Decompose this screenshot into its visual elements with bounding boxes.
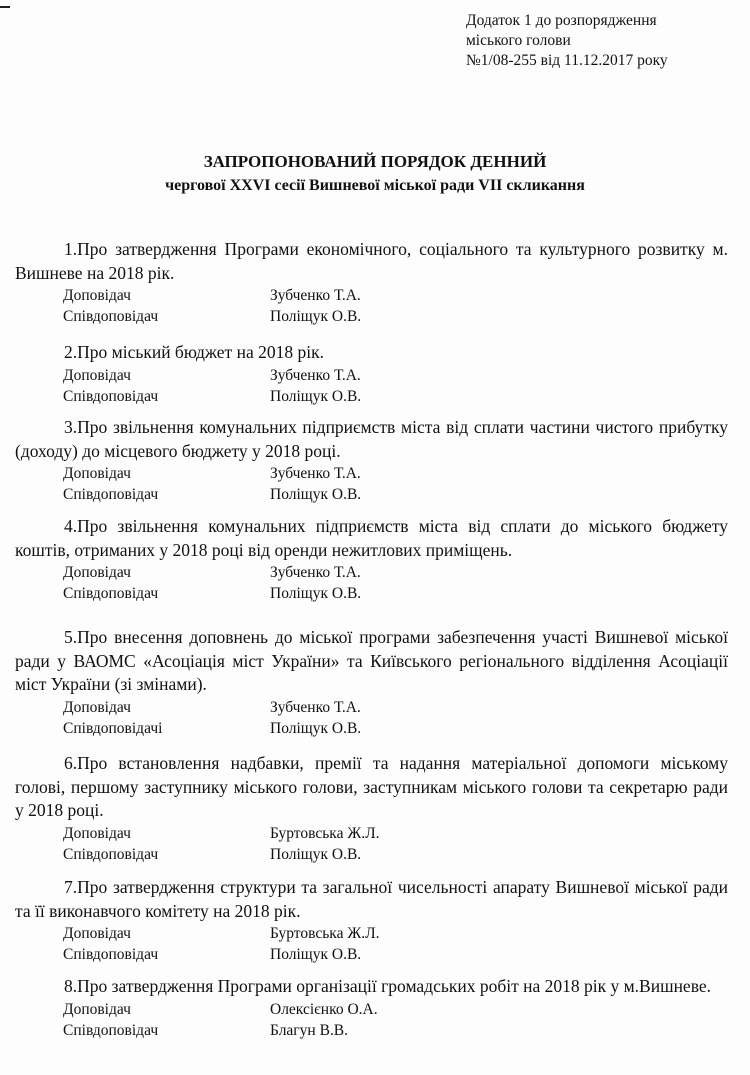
- agenda-item-text: 8.Про затвердження Програми організації громадських робіт на 2018 рік у м.Вишневе.: [64, 976, 712, 996]
- co-speaker-role: Співдоповідач: [63, 308, 159, 325]
- speaker-name: Зубченко Т.А.: [270, 698, 361, 716]
- co-speaker-name: Благун В.В.: [270, 1021, 349, 1039]
- co-speaker-name: Поліщук О.В.: [270, 946, 362, 963]
- speaker-role: Доповідач: [63, 824, 131, 842]
- speaker-role: Доповідач: [63, 564, 131, 581]
- speaker-row: [15, 285, 728, 306]
- header-line-2: міського голови: [466, 32, 571, 49]
- speaker-name: Зубченко Т.А.: [270, 366, 361, 384]
- speaker-role: Доповідач: [63, 366, 131, 384]
- speaker-row: [15, 562, 728, 583]
- agenda-item-text: 5.Про внесення доповнень до міської програми забезпечення участі Вишневої міської ради у ВАОМС «Асоціація міст України» та Київського регіонального відділення Асоціації міст України (зі змінами).: [15, 627, 728, 694]
- agenda-item-3: [15, 416, 728, 505]
- co-speaker-name: Поліщук О.В.: [270, 845, 362, 863]
- scan-corner-mark: [0, 6, 10, 8]
- agenda-item-text: 3.Про звільнення комунальних підприємств міста від сплати частини чистого прибутку (доходу) до місцевого бюджету у 2018 році.: [15, 417, 728, 461]
- agenda-item-8: [15, 975, 728, 1041]
- agenda-item-text: 7.Про затвердження структури та загальної чисельності апарату Вишневої міської ради та її виконавчого комітету на 2018 рік.: [15, 877, 728, 921]
- co-speaker-role: Співдоповідач: [63, 1021, 159, 1039]
- document-subtitle: чергової XXVI сесії Вишневої міської ради VII скликання: [165, 177, 585, 194]
- agenda-item-6: [15, 752, 728, 865]
- co-speaker-role: Співдоповідачі: [63, 719, 163, 737]
- agenda-item-4: [15, 515, 728, 604]
- speaker-name: Олексієнко О.А.: [270, 1000, 378, 1018]
- co-speaker-role: Співдоповідач: [63, 585, 159, 602]
- speaker-row: [15, 999, 728, 1020]
- co-speaker-role: Співдоповідач: [63, 845, 159, 863]
- header-line-3: №1/08-255 від 11.12.2017 року: [466, 52, 668, 69]
- agenda-item-1: [15, 238, 728, 327]
- speaker-role: Доповідач: [63, 287, 131, 304]
- document-title: ЗАПРОПОНОВАНИЙ ПОРЯДОК ДЕННИЙ: [203, 152, 547, 171]
- agenda-item-text: 1.Про затвердження Програми економічного, соціального та культурного розвитку м. Вишневе на 2018 рік.: [15, 239, 728, 283]
- speaker-role: Доповідач: [63, 698, 131, 716]
- co-speaker-row: [15, 306, 728, 327]
- appendix-header: [466, 11, 736, 71]
- co-speaker-role: Співдоповідач: [63, 946, 159, 963]
- co-speaker-row: [15, 844, 728, 865]
- agenda-item-7: [15, 876, 728, 965]
- co-speaker-name: Поліщук О.В.: [270, 585, 362, 602]
- co-speaker-row: [15, 386, 728, 407]
- speaker-name: Буртовська Ж.Л.: [270, 824, 380, 842]
- header-line-1: Додаток 1 до розпорядження: [466, 12, 657, 29]
- speaker-name: Зубченко Т.А.: [270, 287, 361, 304]
- speaker-row: [15, 823, 728, 844]
- speaker-role: Доповідач: [63, 925, 131, 942]
- agenda-item-2: [15, 341, 728, 407]
- co-speaker-role: Співдоповідач: [63, 387, 159, 405]
- title-block: [0, 150, 750, 198]
- co-speaker-row: [15, 484, 728, 505]
- co-speaker-row: [15, 944, 728, 965]
- co-speaker-name: Поліщук О.В.: [270, 719, 362, 737]
- agenda-item-text: 4.Про звільнення комунальних підприємств міста від сплати до міського бюджету коштів, отриманих у 2018 році від оренди нежитлових приміщень.: [15, 516, 728, 560]
- co-speaker-row: [15, 1020, 728, 1041]
- agenda-item-text: 6.Про встановлення надбавки, премії та надання матеріальної допомоги міському голові, першому заступнику міського голови, заступникам міського голови та секретарю ради у 2018 році.: [15, 753, 728, 820]
- co-speaker-name: Поліщук О.В.: [270, 486, 362, 503]
- agenda-item-text: 2.Про міський бюджет на 2018 рік.: [64, 342, 324, 362]
- co-speaker-row: [15, 583, 728, 604]
- speaker-name: Буртовська Ж.Л.: [270, 925, 380, 942]
- speaker-row: [15, 697, 728, 718]
- speaker-row: [15, 463, 728, 484]
- speaker-role: Доповідач: [63, 465, 131, 482]
- speaker-name: Зубченко Т.А.: [270, 465, 361, 482]
- agenda-item-5: [15, 626, 728, 739]
- speaker-role: Доповідач: [63, 1000, 131, 1018]
- speaker-row: [15, 923, 728, 944]
- co-speaker-role: Співдоповідач: [63, 486, 159, 503]
- speaker-name: Зубченко Т.А.: [270, 564, 361, 581]
- co-speaker-name: Поліщук О.В.: [270, 387, 362, 405]
- speaker-row: [15, 365, 728, 386]
- co-speaker-row: [15, 718, 728, 739]
- co-speaker-name: Поліщук О.В.: [270, 308, 362, 325]
